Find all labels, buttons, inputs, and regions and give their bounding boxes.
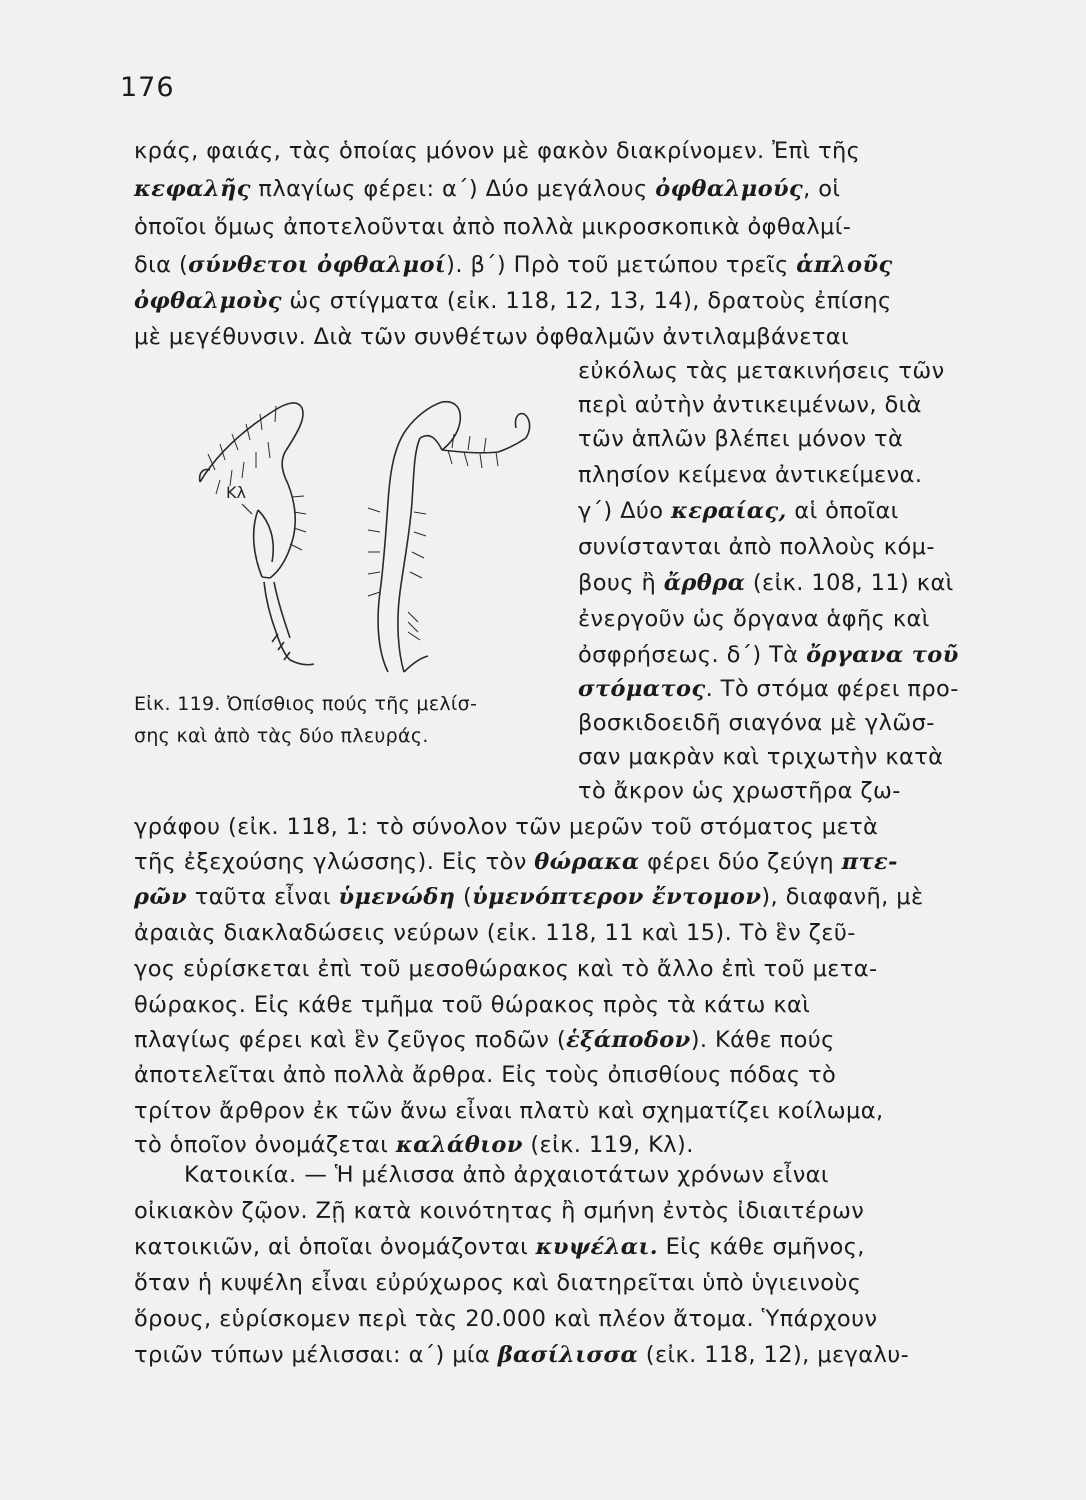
text-line: θώρακος. Εἰς κάθε τμῆμα τοῦ θώρακος πρὸς τὰ κάτω καὶ (134, 992, 811, 1018)
term: σύνθετοι ὀφθαλμοί (188, 252, 447, 278)
text-line: ρῶν ταῦτα εἶναι ὑμενώδη (ὑμενόπτερον ἔντομον), διαφανῆ, μὲ (134, 884, 924, 910)
figure-bee-hind-leg (180, 372, 570, 682)
text-line: τριῶν τύπων μέλισσαι: α΄) μία βασίλισσα (εἰκ. 118, 12), μεγαλυ- (134, 1342, 910, 1368)
text-line: συνίστανται ἀπὸ πολλοὺς κόμ- (578, 534, 935, 560)
term: θώρακα (534, 849, 640, 875)
text-line: ἀραιὰς διακλαδώσεις νεύρων (εἰκ. 118, 11 καὶ 15). Τὸ ἓν ζεῦ- (134, 920, 856, 946)
term: ὀφθαλμούς (655, 176, 804, 202)
text-line: κατοικιῶν, αἱ ὁποῖαι ὀνομάζονται κυψέλαι. Εἰς κάθε σμῆνος, (134, 1234, 865, 1260)
bee-leg-illustration (180, 372, 570, 682)
text-line: τῆς ἐξεχούσης γλώσσης). Εἰς τὸν θώρακα φέρει δύο ζεύγη πτε- (134, 849, 898, 875)
text-line: ὀσφρήσεως. δ΄) Τὰ ὄργανα τοῦ (578, 642, 959, 668)
text-line: τὸ ὁποῖον ὀνομάζεται καλάθιον (εἰκ. 119, Κλ). (134, 1132, 694, 1158)
text-line: περὶ αὐτὴν ἀντικειμένων, διὰ (578, 392, 922, 418)
term: στόματος (578, 676, 706, 702)
figure-caption-line-1: Εἰκ. 119. Ὀπίσθιος πούς τῆς μελίσ- (134, 693, 478, 715)
text-line: γ΄) Δύο κεραίας, αἱ ὁποῖαι (578, 498, 899, 524)
text-line: πλαγίως φέρει καὶ ἓν ζεῦγος ποδῶν (ἑξάποδον). Κάθε πούς (134, 1027, 835, 1053)
text-line: εὐκόλως τὰς μετακινήσεις τῶν (578, 358, 945, 384)
figure-label-kl: Κλ (226, 483, 246, 502)
term: ὑμενόπτερον ἔντομον (472, 884, 762, 910)
term: καλάθιον (395, 1132, 523, 1158)
term: κυψέλαι. (535, 1234, 659, 1260)
term: ὑμενώδη (338, 884, 456, 910)
figure-caption-line-2: σης καὶ ἀπὸ τὰς δύο πλευράς. (134, 725, 429, 747)
term: ρῶν (134, 884, 188, 910)
text-line: ἐνεργοῦν ὡς ὄργανα ἁφῆς καὶ (578, 606, 930, 632)
text-line: οἰκιακὸν ζῷον. Ζῇ κατὰ κοινότητας ἢ σμήνη ἐντὸς ἰδιαιτέρων (134, 1198, 865, 1224)
text-line: ὅταν ἡ κυψέλη εἶναι εὐρύχωρος καὶ διατηρεῖται ὑπὸ ὑγιεινοὺς (134, 1270, 862, 1296)
section-title: Κατοικία. (184, 1162, 297, 1188)
term: ὄργανα τοῦ (806, 642, 959, 668)
term: ἁπλοῦς (796, 252, 893, 278)
text-line: βους ἢ ἄρθρα (εἰκ. 108, 11) καὶ (578, 570, 954, 596)
term: κεφαλῆς (134, 176, 251, 202)
term: ἄρθρα (663, 570, 746, 596)
text-line: βοσκιδοειδῆ σιαγόνα μὲ γλῶσ- (578, 710, 935, 736)
text-line: πλησίον κείμενα ἀντικείμενα. (578, 462, 923, 488)
text-line: στόματος. Τὸ στόμα φέρει προ- (578, 676, 959, 702)
text-line: γος εὑρίσκεται ἐπὶ τοῦ μεσοθώρακος καὶ τὸ ἄλλο ἐπὶ τοῦ μετα- (134, 956, 878, 982)
page-number: 176 (120, 72, 175, 103)
text-line: ὀφθαλμοὺς ὡς στίγματα (εἰκ. 118, 12, 13, 14), δρατοὺς ἐπίσης (134, 288, 892, 314)
term: κεραίας, (671, 498, 787, 524)
text-line: κράς, φαιάς, τὰς ὁποίας μόνον μὲ φακὸν διακρίνομεν. Ἐπὶ τῆς (134, 138, 861, 164)
term: βασίλισσα (497, 1342, 639, 1368)
text-line: κεφαλῆς πλαγίως φέρει: α΄) Δύο μεγάλους ὀφθαλμούς, οἱ (134, 176, 841, 202)
text-line: Κατοικία. — Ἡ μέλισσα ἀπὸ ἀρχαιοτάτων χρόνων εἶναι (184, 1162, 829, 1188)
text-line: μὲ μεγέθυνσιν. Διὰ τῶν συνθέτων ὀφθαλμῶν ἀντιλαμβάνεται (134, 324, 849, 350)
text-line: τὸ ἄκρον ὡς χρωστῆρα ζω- (578, 778, 901, 804)
text-line: ἀποτελεῖται ἀπὸ πολλὰ ἄρθρα. Εἰς τοὺς ὀπισθίους πόδας τὸ (134, 1062, 837, 1088)
text-line: δια (σύνθετοι ὀφθαλμοί). β΄) Πρὸ τοῦ μετώπου τρεῖς ἁπλοῦς (134, 252, 893, 278)
text-line: ὁποῖοι ὅμως ἀποτελοῦνται ἀπὸ πολλὰ μικροσκοπικὰ ὀφθαλμί- (134, 214, 852, 240)
term: ἑξάποδον (566, 1027, 691, 1053)
text-line: τρίτον ἄρθρον ἐκ τῶν ἄνω εἶναι πλατὺ καὶ σχηματίζει κοίλωμα, (134, 1098, 884, 1124)
term: ὀφθαλμοὺς (134, 288, 282, 314)
text-line: γράφου (εἰκ. 118, 1: τὸ σύνολον τῶν μερῶν τοῦ στόματος μετὰ (134, 814, 879, 840)
text-line: τῶν ἁπλῶν βλέπει μόνον τὰ (578, 426, 904, 452)
text-line: σαν μακρὰν καὶ τριχωτὴν κατὰ (578, 744, 944, 770)
term: πτε- (841, 849, 898, 875)
text-line: ὅρους, εὑρίσκομεν περὶ τὰς 20.000 καὶ πλέον ἄτομα. Ὑπάρχουν (134, 1306, 878, 1332)
